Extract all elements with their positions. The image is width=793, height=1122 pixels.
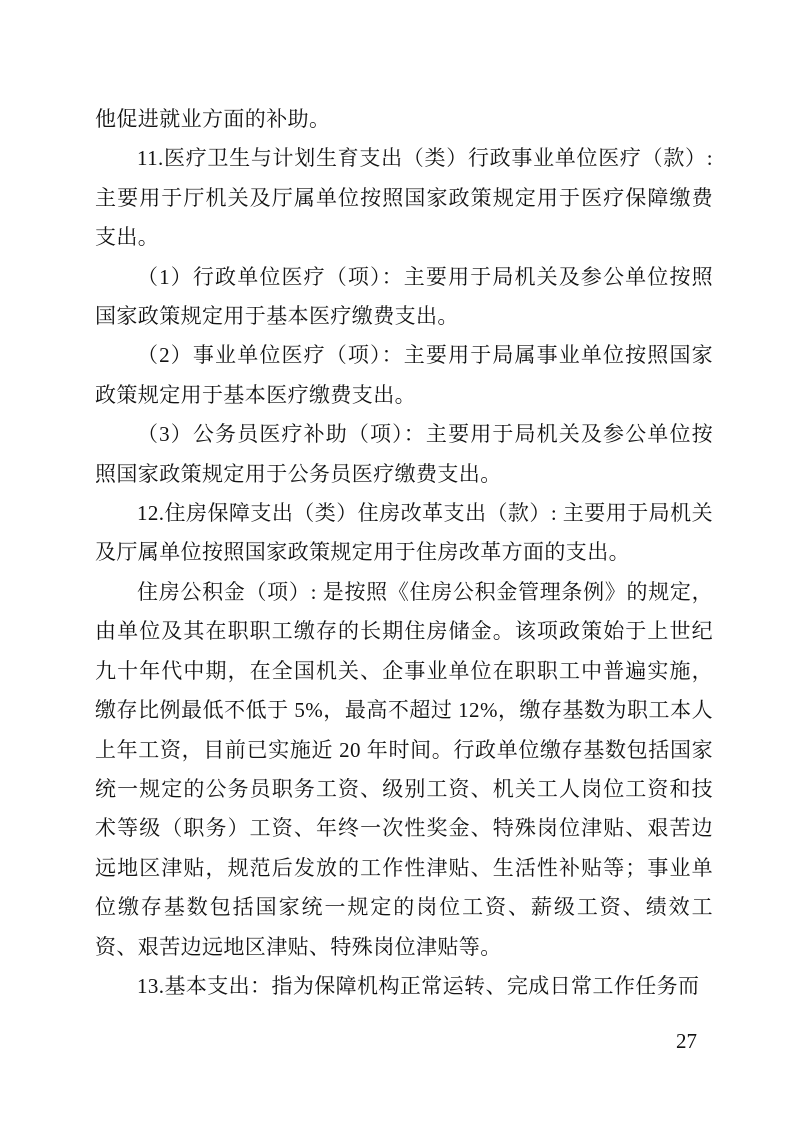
paragraph: 住房公积金（项）: 是按照《住房公积金管理条例》的规定，由单位及其在职职工缴存的长期住房储金。该项政策始于上世纪九十年代中期，在全国机关、企事业单位在职职工中普遍实施，缴存比例最低不低于 5%，最高不超过 12%，缴存基数为职工本人上年工资，目前已实施近 20 年时间。行政单位缴存基数包括国家统一规定的公务员职务工资、级别工资、机关工人岗位工资和技术等级（职务）工资、年终一次性奖金、特殊岗位津贴、艰苦边远地区津贴，规范后发放的工作性津贴、生活性补贴等；事业单位缴存基数包括国家统一规定的岗位工资、薪级工资、绩效工资、艰苦边远地区津贴、特殊岗位津贴等。 — [95, 579, 713, 959]
paragraph: 12.住房保障支出（类）住房改革支出（款）: 主要用于局机关及厅属单位按照国家政策规定用于住房改革方面的支出。 — [95, 501, 713, 565]
paragraph: 他促进就业方面的补助。 — [95, 107, 331, 131]
paragraph: 11.医疗卫生与计划生育支出（类）行政事业单位医疗（款）: 主要用于厅机关及厅属单位按照国家政策规定用于医疗保障缴费支出。 — [95, 146, 713, 250]
paragraph: （1）行政单位医疗（项）：主要用于局机关及参公单位按照国家政策规定用于基本医疗缴费支出。 — [95, 264, 713, 329]
paragraph: 13.基本支出：指为保障机构正常运转、完成日常工作任务而 — [137, 973, 700, 998]
page-number: 27 — [676, 1029, 697, 1053]
paragraph: （3）公务员医疗补助（项）：主要用于局机关及参公单位按照国家政策规定用于公务员医疗缴费支出。 — [95, 422, 713, 486]
paragraph: （2）事业单位医疗（项）：主要用于局属事业单位按照国家政策规定用于基本医疗缴费支出。 — [95, 343, 713, 407]
document-body — [95, 100, 713, 1006]
